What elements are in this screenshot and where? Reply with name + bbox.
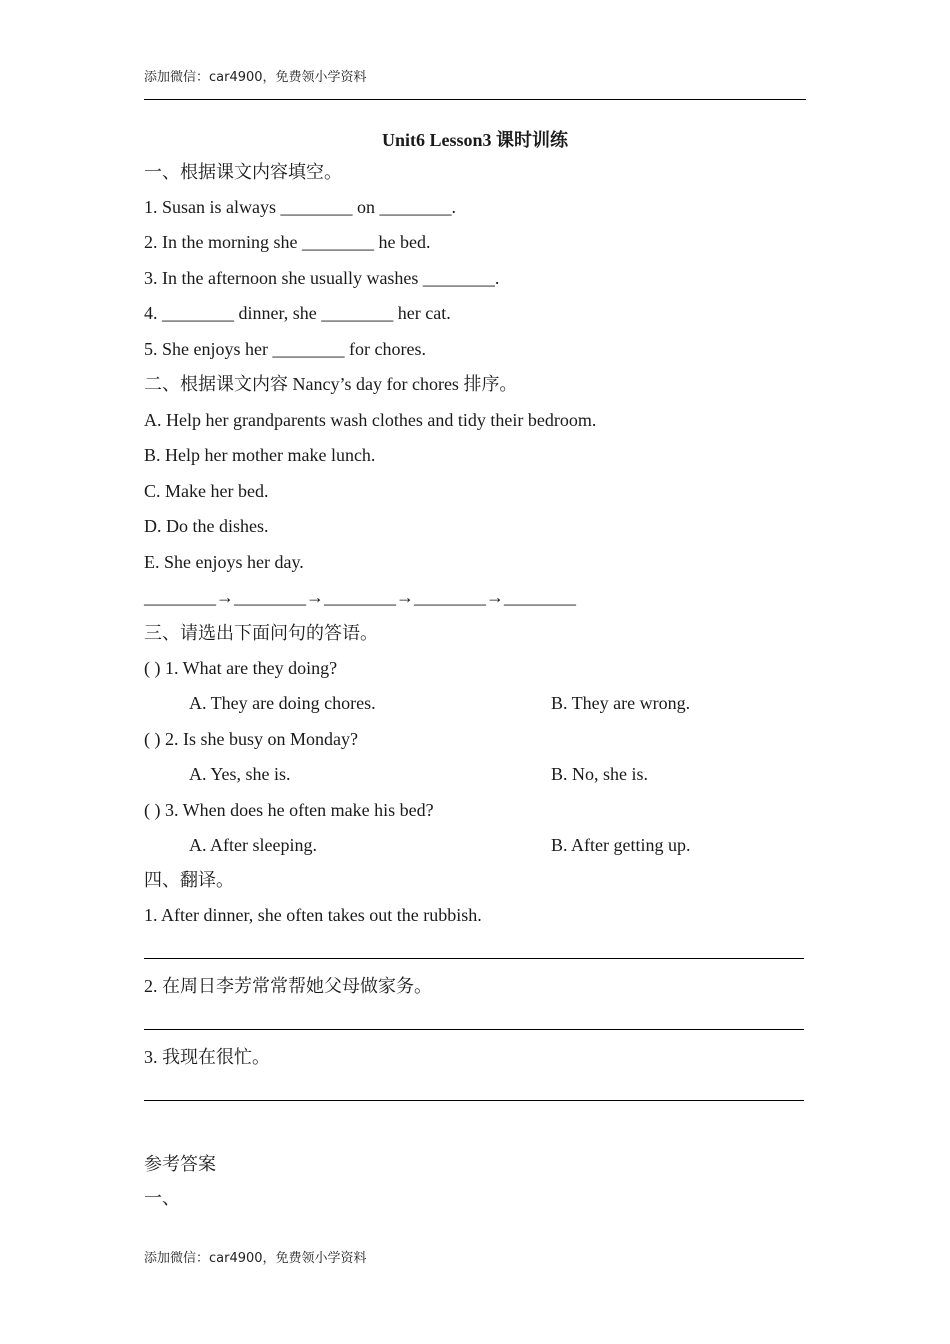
choice-option-b: B. They are wrong. xyxy=(551,693,691,713)
order-item: D. Do the dishes. xyxy=(144,516,269,536)
order-item: C. Make her bed. xyxy=(144,481,269,501)
fill-blank-item: 1. Susan is always ________ on ________. xyxy=(144,197,456,217)
fill-blank-item: 4. ________ dinner, she ________ her cat. xyxy=(144,303,451,323)
choice-option-b: B. No, she is. xyxy=(551,764,649,784)
footer-note: 添加微信：car4900，免费领小学资料 xyxy=(144,1251,367,1266)
fill-blank-item: 2. In the morning she ________ he bed. xyxy=(144,232,431,252)
answer-line xyxy=(144,958,804,959)
header-divider xyxy=(144,99,806,100)
fill-blank-item: 3. In the afternoon she usually washes ________. xyxy=(144,268,500,288)
section3-heading: 三、请选出下面问句的答语。 xyxy=(144,623,378,643)
order-item: E. She enjoys her day. xyxy=(144,552,304,572)
order-item: B. Help her mother make lunch. xyxy=(144,445,376,465)
section4-heading: 四、翻译。 xyxy=(144,870,234,890)
answer-line xyxy=(144,1100,804,1101)
order-item: A. Help her grandparents wash clothes and tidy their bedroom. xyxy=(144,410,597,430)
choice-option-a: A. After sleeping. xyxy=(189,835,317,855)
answers-heading: 参考答案 xyxy=(144,1154,216,1174)
translation-item: 3. 我现在很忙。 xyxy=(144,1047,270,1067)
translation-item: 2. 在周日李芳常常帮她父母做家务。 xyxy=(144,976,432,996)
header-note: 添加微信：car4900，免费领小学资料 xyxy=(144,70,367,85)
answer-line xyxy=(144,1029,804,1030)
choice-option-a: A. Yes, she is. xyxy=(189,764,291,784)
translation-item: 1. After dinner, she often takes out the rubbish. xyxy=(144,905,482,925)
choice-question: ( ) 1. What are they doing? xyxy=(144,658,338,678)
choice-question: ( ) 3. When does he often make his bed? xyxy=(144,800,434,820)
choice-option-a: A. They are doing chores. xyxy=(189,693,376,713)
fill-blank-item: 5. She enjoys her ________ for chores. xyxy=(144,339,426,359)
section1-heading: 一、根据课文内容填空。 xyxy=(144,162,342,182)
answers-subheading: 一、 xyxy=(144,1188,180,1208)
section2-heading: 二、根据课文内容 Nancy’s day for chores 排序。 xyxy=(144,374,518,394)
order-sequence-blanks: ________→________→________→________→________ xyxy=(144,587,576,607)
page-title: Unit6 Lesson3 课时训练 xyxy=(381,130,569,150)
choice-question: ( ) 2. Is she busy on Monday? xyxy=(144,729,358,749)
choice-option-b: B. After getting up. xyxy=(551,835,691,855)
